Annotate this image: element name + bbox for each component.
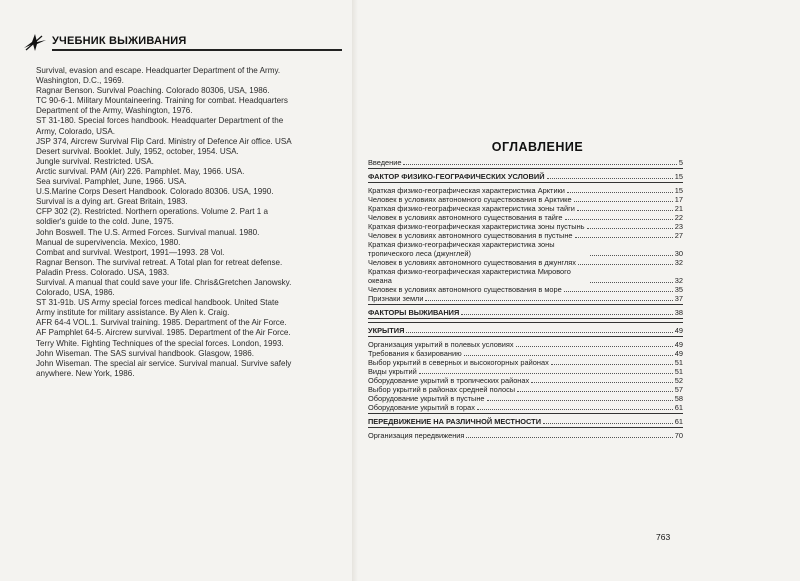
toc-entry-page: 15 [674, 172, 683, 181]
header-rule [52, 49, 342, 51]
bibliography-line: Survival, evasion and escape. Headquarter Department of the Army. [36, 66, 281, 75]
bird-logo-icon [22, 30, 48, 52]
toc-leader-dots [531, 382, 673, 383]
toc-leader-dots [477, 409, 673, 410]
toc-entry-page: 38 [674, 308, 683, 317]
toc-section-rule [368, 168, 683, 169]
toc-entry-title: Краткая физико-географическая характеристика зоны пустынь [368, 222, 585, 231]
toc-section-rule [368, 413, 683, 414]
toc-section-rule [368, 427, 683, 428]
toc-entry-title: Признаки земли [368, 294, 424, 303]
toc-entry-title: ФАКТОРЫ ВЫЖИВАНИЯ [368, 308, 460, 317]
bibliography-line: Desert survival. Booklet. July, 1952, october, 1954. USA. [36, 146, 239, 156]
toc-leader-dots [461, 314, 672, 315]
bibliography-line: Ragnar Benson. Survival Poaching. Colorado 80306, USA, 1986. [36, 86, 270, 96]
toc-entry-page: 5 [678, 158, 683, 167]
toc-list [368, 158, 683, 440]
bibliography-line: AF Pamphlet 64-5. Aircrew survival. 1985. Department of the Air Force. [36, 328, 291, 338]
bibliography-line: AFR 64-4 VOL.1. Survival training. 1985. Department of the Air Force. [36, 318, 287, 328]
toc-entry-page: 52 [674, 376, 683, 385]
toc-entry [368, 222, 683, 231]
toc-leader-dots [590, 282, 673, 283]
bibliography-line: JSP 374, Aircrew Survival Flip Card. Ministry of Defence Air office. USA [36, 136, 292, 146]
toc-entry [368, 358, 683, 367]
toc-entry-page: 17 [674, 195, 683, 204]
toc-entry [368, 204, 683, 213]
right-page [368, 140, 683, 560]
toc-leader-dots [590, 255, 673, 256]
toc-section-rule [368, 336, 683, 337]
bibliography-line: Army institute for military assistance. By Alen k. Craig. [36, 308, 230, 318]
toc-entry-page: 22 [674, 213, 683, 222]
toc-entry-title: Выбор укрытий в северных и высокогорных районах [368, 358, 549, 367]
toc-entry [368, 213, 683, 222]
running-header [22, 30, 342, 52]
toc-entry-title: Человек в условиях автономного существования в пустыне [368, 231, 573, 240]
toc-leader-dots [578, 264, 673, 265]
toc-leader-dots [575, 237, 673, 238]
toc-entry-title: Требования к базированию [368, 349, 462, 358]
toc-leader-dots [587, 228, 673, 229]
bibliography-line: Jungle survival. Restricted. USA. [36, 156, 154, 166]
left-page [22, 30, 342, 550]
bibliography-line: Sea survival. Pamphlet, June, 1966. USA. [36, 177, 187, 187]
toc-title: ОГЛАВЛЕНИЕ [491, 140, 584, 154]
toc-entry [368, 376, 683, 385]
toc-leader-dots [543, 423, 673, 424]
toc-leader-dots [406, 332, 672, 333]
toc-entry-page: 15 [674, 186, 683, 195]
bibliography-line: Washington, D.C., 1969. [36, 76, 124, 86]
toc-entry-page: 30 [674, 249, 683, 258]
bibliography-line: ST 31-180. Special forces handbook. Headquarter Department of the [36, 116, 284, 126]
toc-entry [368, 267, 683, 285]
toc-entry [368, 158, 683, 167]
bibliography-line: CFP 302 (2). Restricted. Northern operations. Volume 2. Part 1 a [36, 207, 268, 217]
toc-leader-dots [577, 210, 673, 211]
toc-entry-title: Оборудование укрытий в пустыне [368, 394, 485, 403]
toc-section-rule [368, 318, 683, 319]
toc-entry-page: 70 [674, 431, 683, 440]
toc-entry-page: 37 [674, 294, 683, 303]
toc-section-rule [368, 182, 683, 183]
bibliography-list [36, 66, 346, 379]
toc-entry-page: 49 [674, 326, 683, 335]
bibliography-line: John Wiseman. The SAS survival handbook. Glasgow, 1986. [36, 348, 255, 358]
toc-leader-dots [565, 219, 673, 220]
toc-entry [368, 195, 683, 204]
toc-entry [368, 431, 683, 440]
toc-leader-dots [551, 364, 673, 365]
toc-entry [368, 394, 683, 403]
toc-entry-title: УКРЫТИЯ [368, 326, 405, 335]
toc-entry-title: Виды укрытий [368, 367, 417, 376]
toc-entry-page: 58 [674, 394, 683, 403]
header-title: УЧЕБНИК ВЫЖИВАНИЯ [52, 34, 187, 47]
toc-section-rule [368, 322, 683, 323]
toc-leader-dots [487, 400, 673, 401]
toc-entry-title: Оборудование укрытий в горах [368, 403, 475, 412]
bibliography-line: Manual de supervivencia. Mexico, 1980. [36, 237, 181, 247]
toc-entry [368, 403, 683, 412]
toc-leader-dots [466, 437, 672, 438]
toc-entry [368, 240, 683, 258]
toc-entry [368, 258, 683, 267]
bibliography-line: John Wiseman. The special air service. Survival manual. Survive safely [36, 358, 292, 368]
toc-entry-page: 57 [674, 385, 683, 394]
bibliography-line: Colorado, USA, 1986. [36, 288, 115, 298]
toc-leader-dots [574, 201, 673, 202]
toc-leader-dots [517, 391, 673, 392]
toc-entry-page: 49 [674, 349, 683, 358]
bibliography-line: Ragnar Benson. The survival retreat. A Total plan for retreat defense. [36, 257, 283, 267]
toc-entry-title: ФАКТОР ФИЗИКО-ГЕОГРАФИЧЕСКИХ УСЛОВИЙ [368, 172, 545, 181]
bibliography-line: Combat and survival. Westport, 1991—1993. 28 Vol. [36, 247, 225, 257]
toc-leader-dots [567, 192, 673, 193]
toc-entry-page: 21 [674, 204, 683, 213]
toc-entry [368, 340, 683, 349]
bibliography-line: Survival is a dying art. Great Britain, 1983. [36, 197, 188, 207]
toc-entry [368, 231, 683, 240]
bibliography-line: U.S.Marine Corps Desert Handbook. Colorado 80306. USA, 1990. [36, 187, 274, 197]
toc-entry-title: Введение [368, 158, 402, 167]
toc-entry-title: Организация передвижения [368, 431, 465, 440]
toc-entry-title: Оборудование укрытий в тропических районах [368, 376, 530, 385]
toc-leader-dots [425, 300, 672, 301]
toc-entry-page: 23 [674, 222, 683, 231]
bibliography-line: anywhere. New York, 1986. [36, 368, 135, 378]
toc-entry-title: Человек в условиях автономного существования в тайге [368, 213, 563, 222]
bibliography-line: ST 31-91b. US Army special forces medical handbook. United State [36, 298, 279, 308]
toc-section-rule [368, 304, 683, 305]
toc-entry [368, 367, 683, 376]
toc-entry-page: 61 [674, 417, 683, 426]
toc-entry-title: ПЕРЕДВИЖЕНИЕ НА РАЗЛИЧНОЙ МЕСТНОСТИ [368, 417, 542, 426]
toc-leader-dots [516, 346, 673, 347]
bibliography-line: Survival. A manual that could save your life. Chris&Gretchen Janowsky. [36, 277, 292, 287]
toc-entry [368, 294, 683, 303]
toc-entry-page: 35 [674, 285, 683, 294]
toc-section [368, 326, 683, 335]
bibliography-line: Terry White. Fighting Techniques of the special forces. London, 1993. [36, 338, 284, 348]
toc-entry-title: Человек в условиях автономного существования в джунглях [368, 258, 576, 267]
bibliography-line: TC 90-6-1. Military Mountaineering. Training for combat. Headquarters [36, 96, 288, 106]
toc-section [368, 308, 683, 317]
toc-entry [368, 186, 683, 195]
toc-entry-title: Выбор укрытий в районах средней полосы [368, 385, 516, 394]
toc-section [368, 417, 683, 426]
toc-leader-dots [564, 291, 673, 292]
toc-entry-page: 32 [674, 276, 683, 285]
toc-entry [368, 285, 683, 294]
toc-entry-title: Человек в условиях автономного существования в Арктике [368, 195, 572, 204]
page-number: 763 [656, 532, 671, 542]
toc-entry-page: 32 [674, 258, 683, 267]
toc-entry-page: 49 [674, 340, 683, 349]
toc-entry-title: Краткая физико-географическая характеристика Арктики [368, 186, 565, 195]
bibliography-line: Paladin Press. Colorado. USA, 1983. [36, 267, 170, 277]
book-gutter [352, 0, 358, 581]
toc-leader-dots [403, 164, 676, 165]
toc-leader-dots [419, 373, 673, 374]
toc-entry-page: 61 [674, 403, 683, 412]
toc-entry [368, 385, 683, 394]
bibliography-line: soldier's guide to the cold. June, 1975. [36, 217, 174, 227]
toc-entry-title: Краткая физико-географическая характеристика зоны тайги [368, 204, 575, 213]
bibliography-line: Army, Colorado, USA. [36, 126, 116, 136]
toc-entry-title: Человек в условиях автономного существования в море [368, 285, 562, 294]
toc-entry-title: Краткая физико-географическая характеристика Мирового океана [368, 267, 571, 285]
toc-section [368, 172, 683, 181]
toc-entry-title: Краткая физико-географическая характеристика зоны тропического леса (джунглей) [368, 240, 555, 258]
bibliography-line: Arctic survival. PAM (Air) 226. Pamphlet. May, 1966. USA. [36, 166, 245, 176]
toc-leader-dots [464, 355, 673, 356]
toc-entry-page: 51 [674, 358, 683, 367]
toc-entry-page: 51 [674, 367, 683, 376]
toc-entry-title: Организация укрытий в полевых условиях [368, 340, 514, 349]
toc-entry-page: 27 [674, 231, 683, 240]
bibliography-line: Department of the Army, Washington, 1976. [36, 106, 193, 116]
toc-leader-dots [547, 178, 673, 179]
bibliography-line: John Boswell. The U.S. Armed Forces. Survival manual. 1980. [36, 227, 260, 237]
toc-entry [368, 349, 683, 358]
